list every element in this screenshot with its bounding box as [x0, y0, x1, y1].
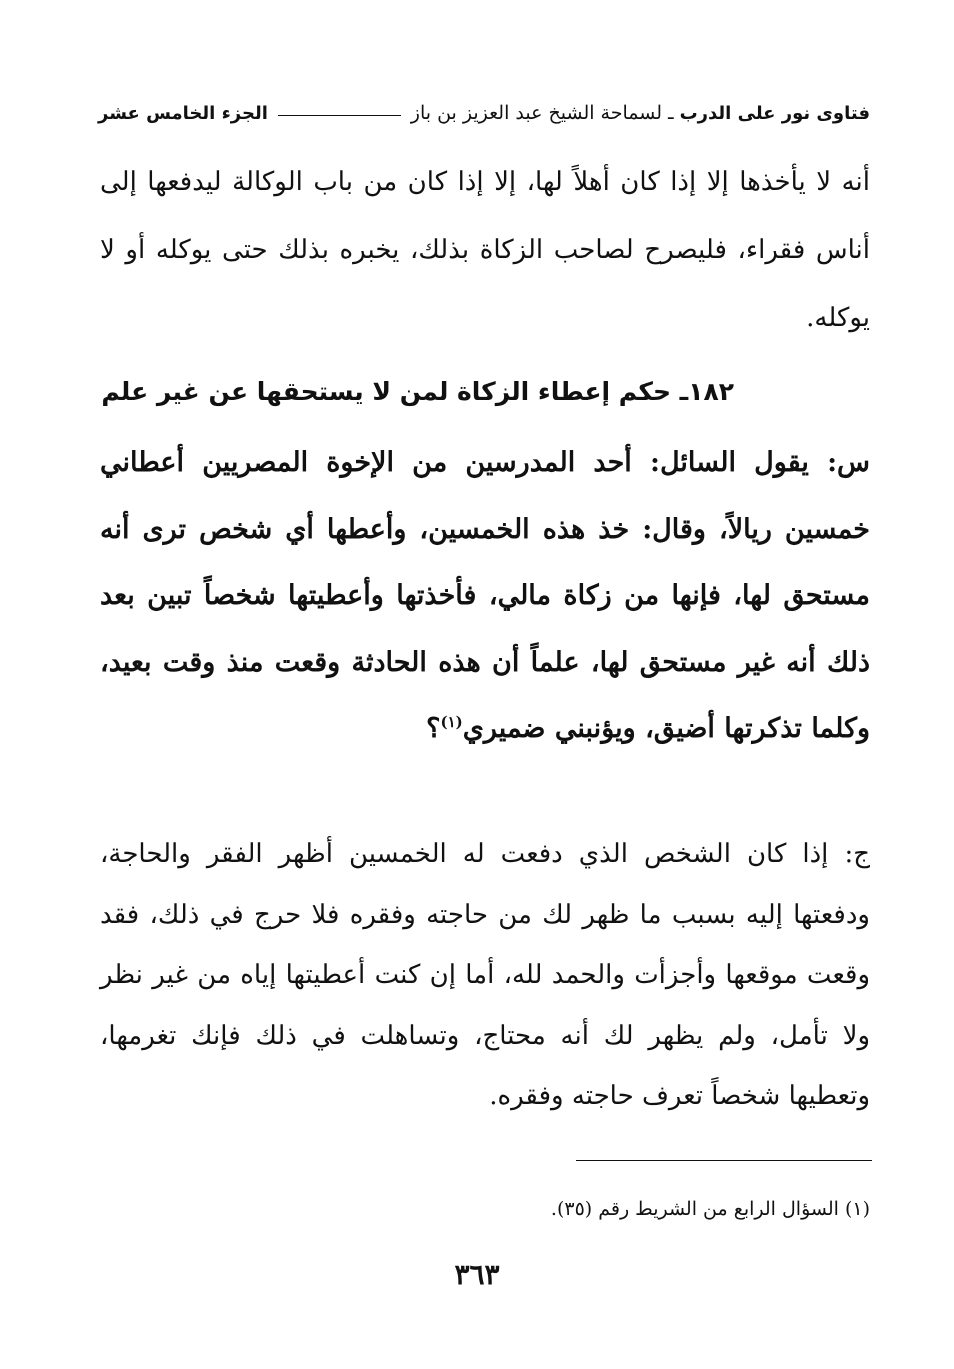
footnote-reference[interactable]: (١): [440, 713, 463, 731]
footnote: (١) السؤال الرابع من الشريط رقم (٣٥).: [550, 1198, 870, 1220]
header-volume: الجزء الخامس عشر: [98, 102, 268, 124]
question-text: س: يقول السائل: أحد المدرسين من الإخوة المصريين أعطاني خمسين ريالاً، وقال: خذ هذه الخمسين، وأعطها أي شخص ترى أنه مستحق لها، فإنها من زكاة مالي، فأخذتها وأعطيتها شخصاً تبين بعد ذلك أنه غير مستحق لها، علماً أن هذه الحادثة وقعت منذ وقت بعيد، وكلما تذكرتها أضيق، ويؤنبني ضميري: [100, 447, 870, 744]
header-dash: ـ: [668, 102, 674, 124]
header-rule: [278, 115, 401, 116]
question-paragraph: [100, 430, 870, 763]
continuation-paragraph: أنه لا يأخذها إلا إذا كان أهلاً لها، إلا إذا كان من باب الوكالة ليدفعها إلى أناس فقراء، فليصرح لصاحب الزكاة بذلك، يخبره بذلك حتى يوكله أو لا يوكله.: [100, 167, 870, 333]
answer-paragraph: ج: إذا كان الشخص الذي دفعت له الخمسين أظهر الفقر والحاجة، ودفعتها إليه بسبب ما ظهر لك من حاجته وفقره فلا حرج في ذلك، فقد وقعت موقعها وأجزأت والحمد لله، أما إن كنت أعطيتها إياه من غير نظر ولا تأمل، ولم يظهر لك أنه محتاج، وتساهلت في ذلك فإنك تغرمها، وتعطيها شخصاً تعرف حاجته وفقره.: [100, 839, 870, 1111]
header-book-title: فتاوى نور على الدرب: [679, 102, 870, 124]
footnote-separator: [576, 1160, 872, 1161]
section-heading: ١٨٢ـ حكم إعطاء الزكاة لمن لا يستحقها عن غير علم: [101, 377, 734, 406]
header-author: لسماحة الشيخ عبد العزيز بن باز: [410, 102, 662, 124]
page-number: ٣٦٣: [454, 1258, 500, 1291]
question-mark: ؟: [426, 713, 441, 744]
running-header: [98, 96, 870, 130]
